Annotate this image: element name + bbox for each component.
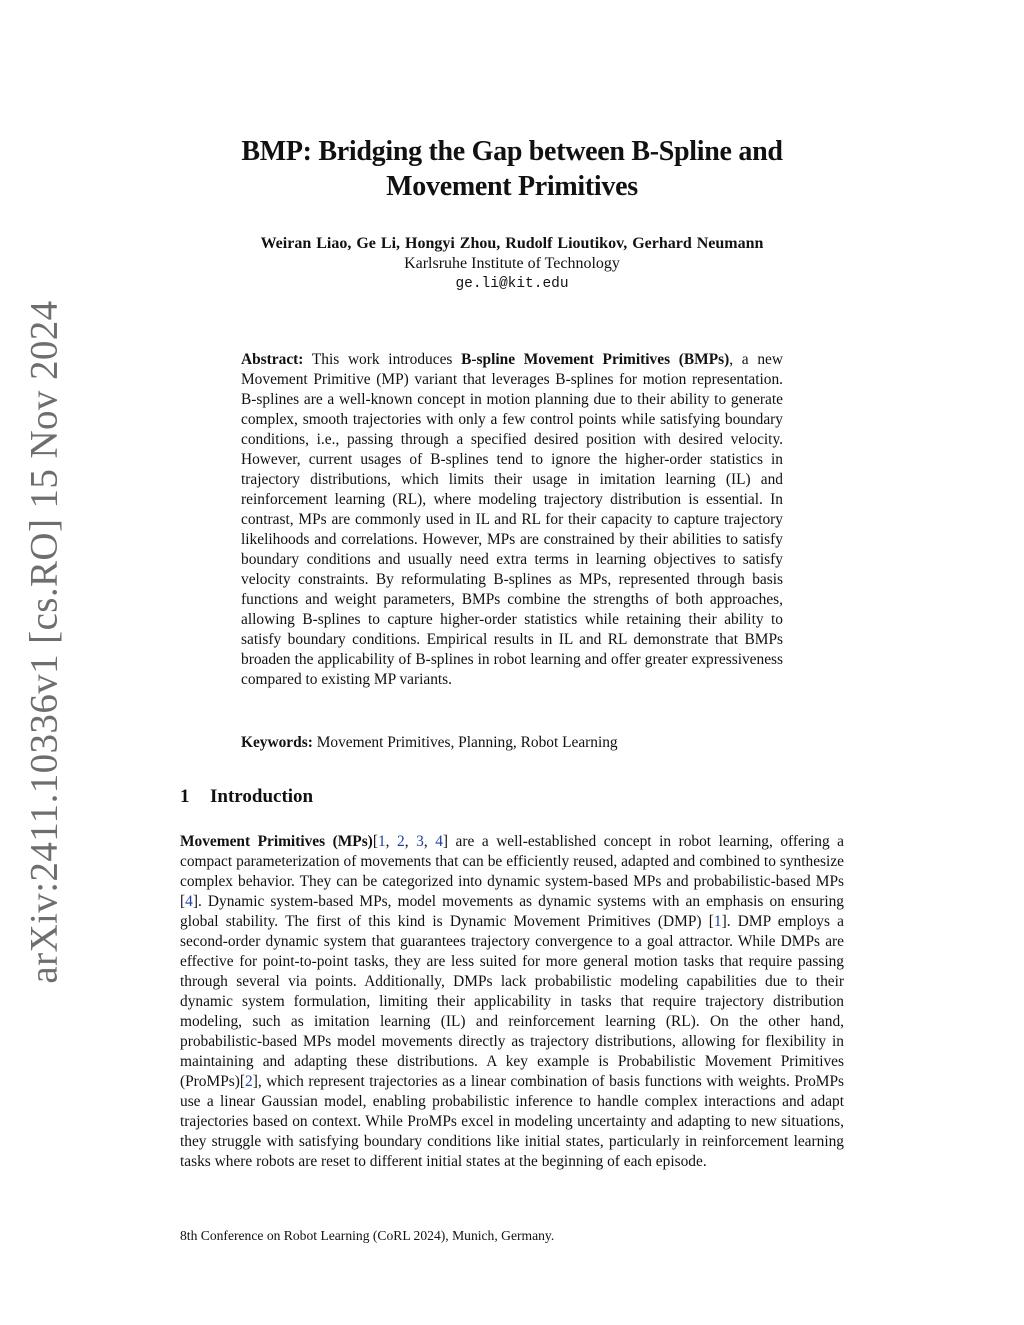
title-line-2: Movement Primitives: [386, 171, 638, 202]
section-title: Introduction: [210, 786, 314, 807]
keywords-text: Movement Primitives, Planning, Robot Learning: [316, 734, 618, 751]
abstract-label: Abstract:: [241, 351, 304, 368]
abstract-intro: This work introduces: [311, 351, 453, 368]
citation-separator: ,: [423, 833, 436, 850]
section-heading-introduction: [180, 785, 313, 809]
citation-link[interactable]: 2: [245, 1073, 253, 1090]
intro-term: Movement Primitives (MPs): [180, 833, 373, 850]
conference-footnote: 8th Conference on Robot Learning (CoRL 2024), Munich, Germany.: [180, 1228, 555, 1243]
section-number: 1: [180, 786, 190, 807]
citation-separator: ,: [385, 833, 398, 850]
keywords: [241, 733, 783, 753]
citation-link[interactable]: 4: [435, 833, 443, 850]
citation-separator: ,: [404, 833, 417, 850]
citation-link[interactable]: 3: [416, 833, 424, 850]
title-block: [180, 134, 844, 294]
citation-link[interactable]: 2: [397, 833, 405, 850]
arxiv-identifier-stamp: arXiv:2411.10336v1 [cs.RO] 15 Nov 2024: [22, 300, 66, 984]
citation-link[interactable]: 1: [377, 833, 386, 850]
abstract-highlight: B-spline Movement Primitives (BMPs): [461, 351, 730, 368]
intro-text-4: ], which represent trajectories as a linear combination of basis functions with weights. ProMPs use a linear Gaussian model, enabling probabilistic inference to handle complex interactions and adapt trajectories based on context. While ProMPs excel in modeling uncertainty and adapting to new situations, they struggle with satisfying boundary conditions like initial states, particularly in reinforcement learning tasks where robots are reset to different initial states at the beginning of each episode.: [180, 1073, 844, 1170]
introduction-paragraph: [180, 832, 844, 1172]
title-line-1: BMP: Bridging the Gap between B-Spline and: [241, 136, 783, 167]
abstract-body: , a new Movement Primitive (MP) variant that leverages B-splines for motion representation. B-splines are a well-known concept in motion planning due to their ability to generate complex, smooth trajectories with only a few control points while satisfying boundary conditions, i.e., passing through a specified desired position with desired velocity. However, current usages of B-splines tend to ignore the higher-order statistics in trajectory distributions, which limits their usage in imitation learning (IL) and reinforcement learning (RL), where modeling trajectory distribution is essential. In contrast, MPs are commonly used in IL and RL for their capacity to capture trajectory likelihoods and correlations. However, MPs are constrained by their abilities to satisfy boundary conditions and usually need extra terms in learning objectives to satisfy velocity constraints. By reformulating B-splines as MPs, represented through basis functions and weight parameters, BMPs combine the strengths of both approaches, allowing B-splines to capture higher-order statistics while retaining their ability to satisfy boundary conditions. Empirical results in IL and RL demonstrate that BMPs broaden the applicability of B-splines in robot learning and offer greater expressiveness compared to existing MP variants.: [241, 351, 783, 688]
author-list: Weiran Liao, Ge Li, Hongyi Zhou, Rudolf Lioutikov, Gerhard Neumann: [260, 235, 764, 252]
intro-text-1: are a well-established concept in robot learning, offering a compact parameterization of movements that can be efficiently reused, adapted and combined to synthesize complex behavior. They can be categorized into dynamic system-based MPs and probabilistic-based MPs [: [180, 833, 845, 910]
citation-bracket-close: ]: [442, 833, 449, 850]
intro-text-3: ]. DMP employs a second-order dynamic system that guarantees trajectory convergence to a goal attractor. While DMPs are effective for point-to-point tasks, they are less suited for more general motion tasks that require passing through several via points. Additionally, DMPs lack probabilistic modeling capabilities due to their dynamic system formulation, limiting their applicability in tasks that require trajectory distribution modeling, such as imitation learning (IL) and reinforcement learning (RL). On the other hand, probabilistic-based MPs model movements directly as trajectory distributions, allowing for flexibility in maintaining and adapting these distributions. A key example is Probabilistic Movement Primitives (ProMPs)[: [180, 913, 845, 1090]
citation-link[interactable]: 1: [713, 913, 722, 930]
intro-text-2: ]. Dynamic system-based MPs, model movements as dynamic systems with an emphasis on ensuring global stability. The first of this kind is Dynamic Movement Primitives (DMP) [: [180, 893, 844, 930]
citation-link[interactable]: 4: [185, 893, 193, 910]
keywords-label: Keywords:: [241, 734, 313, 751]
paper-title: [180, 134, 844, 204]
affiliation: Karlsruhe Institute of Technology: [404, 255, 620, 272]
contact-email: ge.li@kit.edu: [455, 276, 569, 292]
citation-bracket-open: [: [372, 833, 378, 850]
abstract: [241, 350, 783, 690]
